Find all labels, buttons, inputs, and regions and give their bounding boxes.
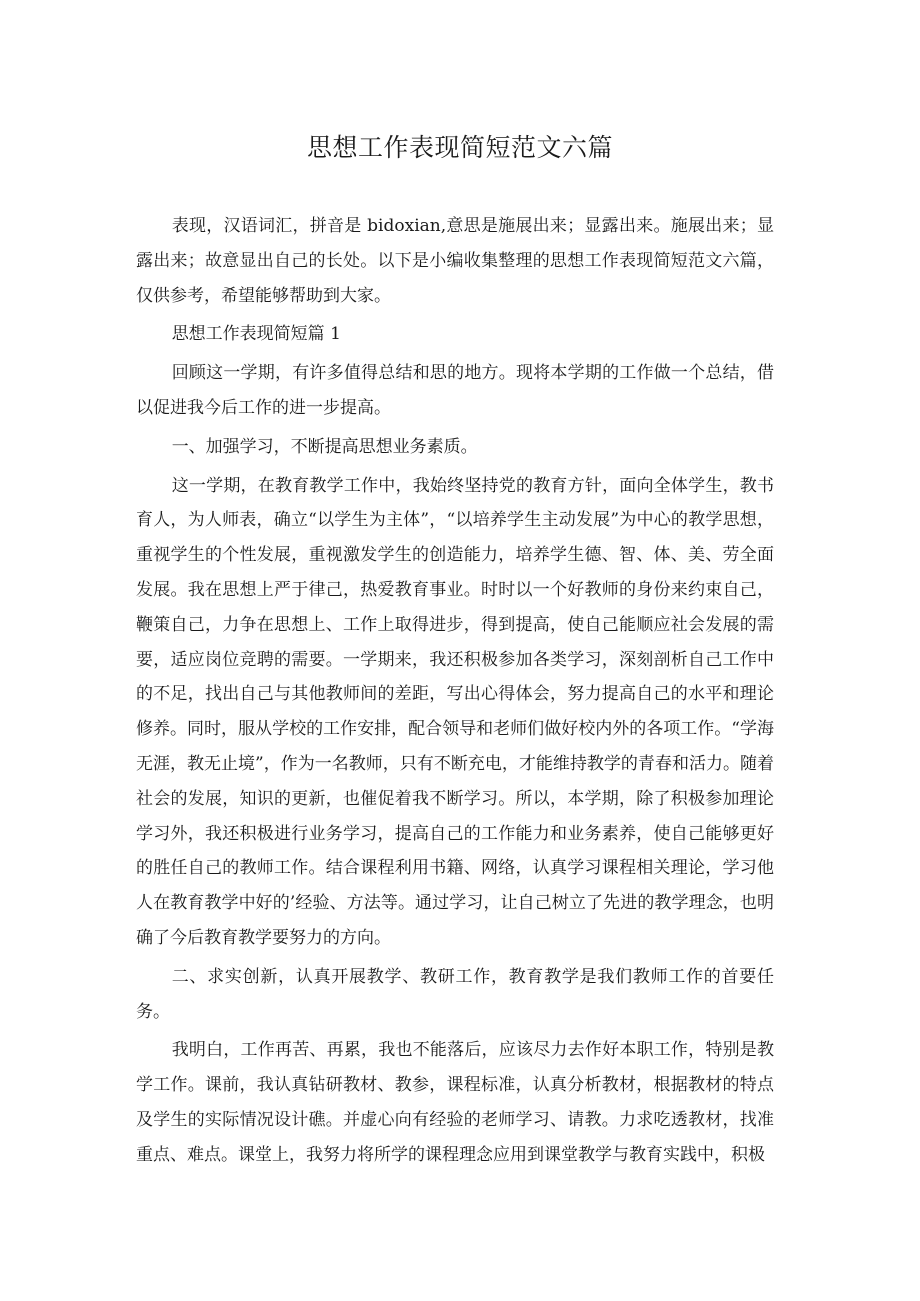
document-body — [136, 209, 774, 1177]
body-paragraph: 这一学期，在教育教学工作中，我始终坚持党的教育方针，面向全体学生，教书育人，为人师表，确立“以学生为主体”，“以培养学生主动发展”为中心的教学思想，重视学生的个性发展，重视激发学生的创造能力，培养学生德、智、体、美、劳全面发展。我在思想上严于律己，热爱教育事业。时时以一个好教师的身份来约束自己，鞭策自己，力争在思想上、工作上取得进步，得到提高，使自己能顺应社会发展的需要，适应岗位竞聘的需要。一学期来，我还积极参加各类学习，深刻剖析自己工作中的不足，找出自己与其他教师间的差距，写出心得体会，努力提高自己的水平和理论修养。同时，服从学校的工作安排，配合领导和老师们做好校内外的各项工作。“学海无涯，教无止境”，作为一名教师，只有不断充电，才能维持教学的青春和活力。随着社会的发展，知识的更新，也催促着我不断学习。所以，本学期，除了积极参加理论学习外，我还积极进行业务学习，提高自己的工作能力和业务素养，使自己能够更好的胜任自己的教师工作。结合课程利用书籍、网络，认真学习课程相关理论，学习他人在教育教学中好的’经验、方法等。通过学习，让自己树立了先进的教学理念，也明确了今后教育教学要努力的方向。 — [136, 475, 774, 948]
body-paragraph: 回顾这一学期，有许多值得总结和思的地方。现将本学期的工作做一个总结，借以促进我今后工作的进一步提高。 — [136, 363, 774, 418]
body-paragraph: 我明白，工作再苦、再累，我也不能落后，应该尽力去作好本职工作，特别是教学工作。课前，我认真钻研教材、教参，课程标准，认真分析教材，根据教材的特点及学生的实际情况设计礁。并虚心向有经验的老师学习、请教。力求吃透教材，找准重点、难点。课堂上，我努力将所学的课程理念应用到课堂教学与教育实践中，积极 — [136, 1040, 774, 1165]
subsection-heading-1: 一、加强学习，不断提高思想业务素质。 — [171, 436, 478, 457]
document-title: 思想工作表现简短范文六篇 — [306, 133, 613, 162]
section-heading-1: 思想工作表现简短篇 1 — [171, 324, 341, 345]
intro-paragraph: 表现，汉语词汇，拼音是 bidoxian,意思是施展出来；显露出来。施展出来；显露出来；故意显出自己的长处。以下是小编收集整理的思想工作表现简短范文六篇，仅供参考，希望能够帮助到大家。 — [136, 216, 774, 306]
subsection-heading-2: 二、求实创新，认真开展教学、教研工作，教育教学是我们教师工作的首要任务。 — [136, 966, 774, 1022]
